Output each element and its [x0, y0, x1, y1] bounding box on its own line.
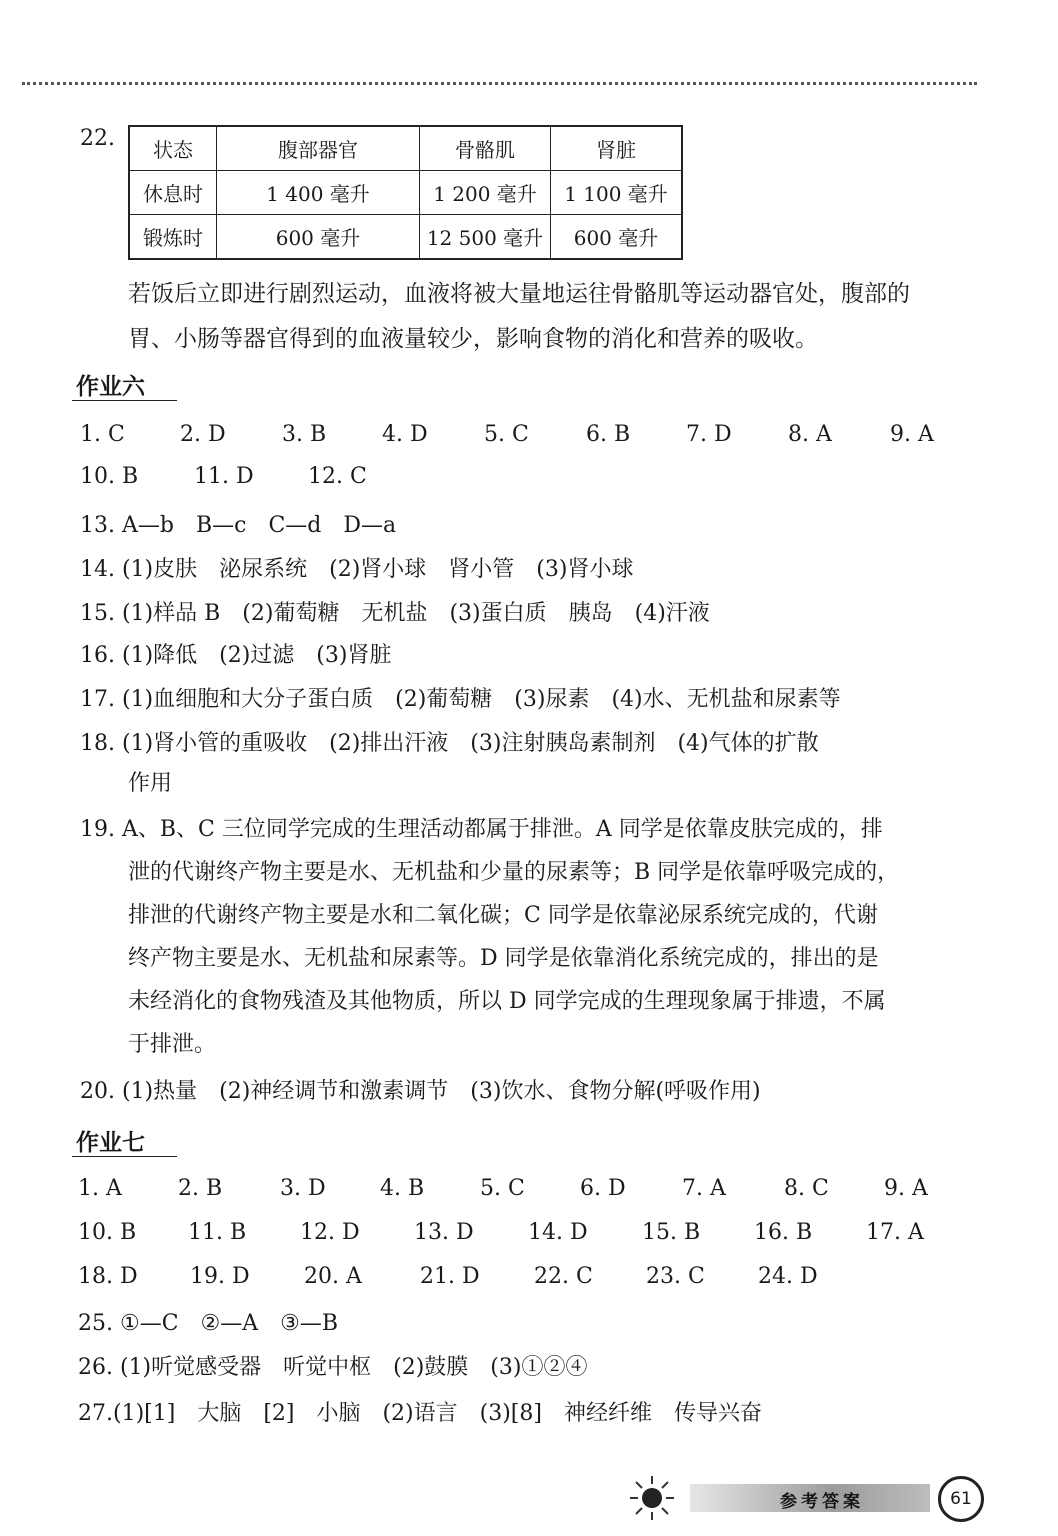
q22-table: [128, 125, 683, 260]
paragraph-line: 泄的代谢终产物主要是水、无机盐和少量的尿素等；B 同学是依靠呼吸完成的，: [128, 860, 900, 885]
q18-line2: 作用: [128, 771, 173, 796]
page-number: 61: [938, 1476, 984, 1522]
table-cell: 600 毫升: [551, 215, 683, 260]
answer-item: 24. D: [758, 1264, 818, 1289]
section-underline: [72, 1156, 177, 1157]
answer-item: 2. B: [178, 1176, 223, 1201]
answer-item: 10. B: [78, 1220, 137, 1245]
table-header-cell: 腹部器官: [217, 126, 420, 171]
answer-item: 3. D: [280, 1176, 326, 1201]
answer-item: 18. D: [78, 1264, 138, 1289]
answer-item: 22. C: [534, 1264, 593, 1289]
paragraph-line: 未经消化的食物残渣及其他物质，所以 D 同学完成的生理现象属于排遗，不属: [128, 989, 886, 1014]
q20: 20. (1)热量 (2)神经调节和激素调节 (3)饮水、食物分解(呼吸作用): [80, 1079, 761, 1104]
paragraph-line: 排泄的代谢终产物主要是水和二氧化碳；C 同学是依靠泌尿系统完成的，代谢: [128, 903, 878, 928]
section-title-6: 作业六: [76, 374, 145, 400]
answer-item: 6. D: [580, 1176, 626, 1201]
answer-item: 9. A: [884, 1176, 928, 1201]
answer-item: 16. B: [754, 1220, 813, 1245]
answer-item: 19. D: [190, 1264, 250, 1289]
paragraph-line: 终产物主要是水、无机盐和尿素等。D 同学是依靠消化系统完成的，排出的是: [128, 946, 879, 971]
q17: 17. (1)血细胞和大分子蛋白质 (2)葡萄糖 (3)尿素 (4)水、无机盐和尿素等: [80, 687, 841, 712]
answer-item: 11. D: [194, 464, 254, 489]
table-cell: 600 毫升: [217, 215, 420, 260]
sun-icon: [628, 1474, 676, 1522]
answer-item: 2. D: [180, 422, 226, 447]
answer-item: 4. B: [380, 1176, 425, 1201]
answer-item: 6. B: [586, 422, 631, 447]
table-row: [129, 171, 682, 215]
answer-item: 11. B: [188, 1220, 247, 1245]
answer-item: 10. B: [80, 464, 139, 489]
answer-item: 7. A: [682, 1176, 726, 1201]
answer-item: 1. C: [80, 422, 125, 447]
answer-item: 13. D: [414, 1220, 474, 1245]
answer-item: 9. A: [890, 422, 934, 447]
footer-label: 参考答案: [780, 1492, 864, 1512]
table-header-cell: 肾脏: [551, 126, 683, 171]
answer-item: 12. D: [300, 1220, 360, 1245]
paragraph-line: 胃、小肠等器官得到的血液量较少，影响食物的消化和营养的吸收。: [128, 326, 818, 352]
answer-item: 4. D: [382, 422, 428, 447]
answer-item: 8. C: [784, 1176, 829, 1201]
table-cell: 1 200 毫升: [420, 171, 551, 215]
q14: 14. (1)皮肤 泌尿系统 (2)肾小球 肾小管 (3)肾小球: [80, 557, 634, 582]
answer-item: 7. D: [686, 422, 732, 447]
q15: 15. (1)样品 B (2)葡萄糖 无机盐 (3)蛋白质 胰岛 (4)汗液: [80, 601, 710, 626]
table-cell: 1 100 毫升: [551, 171, 683, 215]
table-cell: 12 500 毫升: [420, 215, 551, 260]
table-header-cell: 状态: [129, 126, 217, 171]
table-cell: 锻炼时: [129, 215, 217, 260]
answer-item: 20. A: [304, 1264, 362, 1289]
answer-item: 5. C: [484, 422, 529, 447]
answer-item: 17. A: [866, 1220, 924, 1245]
table-header-cell: 骨骼肌: [420, 126, 551, 171]
answer-item: 23. C: [646, 1264, 705, 1289]
q25: 25. ①—C ②—A ③—B: [78, 1311, 339, 1336]
answer-item: 5. C: [480, 1176, 525, 1201]
top-dotted-divider: [22, 82, 977, 85]
table-cell: 休息时: [129, 171, 217, 215]
q13: 13. A—b B—c C—d D—a: [80, 513, 397, 538]
q16: 16. (1)降低 (2)过滤 (3)肾脏: [80, 643, 392, 668]
paragraph-line: 于排泄。: [128, 1032, 217, 1057]
paragraph-line: 若饭后立即进行剧烈运动，血液将被大量地运往骨骼肌等运动器官处，腹部的: [128, 281, 910, 307]
section-title-7: 作业七: [76, 1130, 145, 1156]
table-row: [129, 215, 682, 260]
answer-item: 8. A: [788, 422, 832, 447]
answer-item: 14. D: [528, 1220, 588, 1245]
q19: [80, 808, 899, 1066]
paragraph-line: 19. A、B、C 三位同学完成的生理活动都属于排泄。A 同学是依靠皮肤完成的，排: [80, 817, 883, 842]
answer-item: 12. C: [308, 464, 367, 489]
q26: 26. (1)听觉感受器 听觉中枢 (2)鼓膜 (3)①②④: [78, 1355, 588, 1380]
table-cell: 1 400 毫升: [217, 171, 420, 215]
table-header-row: [129, 126, 682, 171]
q22-paragraph: [128, 272, 910, 362]
answer-item: 1. A: [78, 1176, 122, 1201]
answer-item: 15. B: [642, 1220, 701, 1245]
q27: 27.(1)[1] 大脑 [2] 小脑 (2)语言 (3)[8] 神经纤维 传导兴奋: [78, 1401, 762, 1426]
q22-number: 22.: [80, 126, 115, 151]
answer-item: 21. D: [420, 1264, 480, 1289]
section-underline: [72, 400, 177, 401]
answer-item: 3. B: [282, 422, 327, 447]
q18-line1: 18. (1)肾小管的重吸收 (2)排出汗液 (3)注射胰岛素制剂 (4)气体的扩散: [80, 731, 819, 756]
